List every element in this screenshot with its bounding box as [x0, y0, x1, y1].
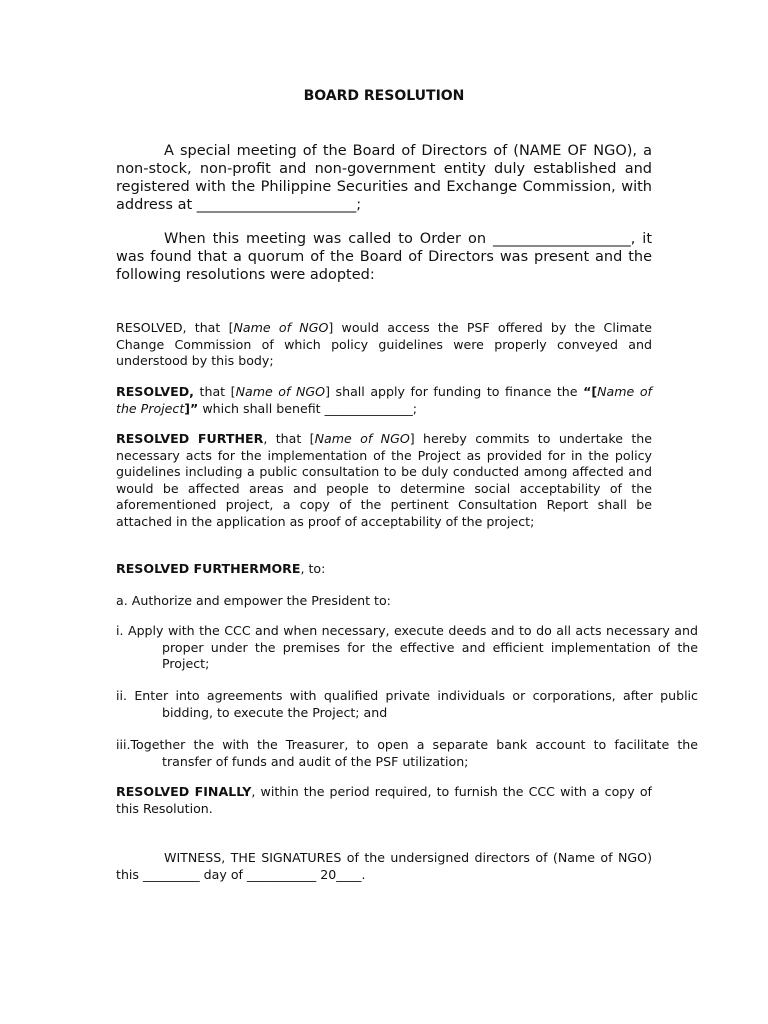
resolution-finally: RESOLVED FINALLY, within the period required, to furnish the CCC with a copy of this Resolution. [116, 784, 652, 816]
resolution-2: RESOLVED, that [Name of NGO] shall apply for funding to finance the “[Name of the Project]” which shall benefit ______________; [116, 384, 652, 416]
paragraph-meeting: A special meeting of the Board of Directors of (NAME OF NGO), a non-stock, non-profit and non-government entity duly established and registered with the Philippine Securities and Exchange Commission, with address at ______________________; [116, 143, 652, 213]
resolution-furthermore: RESOLVED FURTHERMORE, to: [116, 561, 326, 576]
resolution-1: RESOLVED, that [Name of NGO] would access the PSF offered by the Climate Change Commission of which policy guidelines were properly conveyed and understood by this body; [116, 320, 652, 369]
document-title: BOARD RESOLUTION [303, 88, 465, 104]
item-i: i. Apply with the CCC and when necessary, execute deeds and to do all acts necessary and proper under the premises for the effective and efficient implementation of the Project; [116, 623, 698, 672]
item-a: a. Authorize and empower the President to: [116, 593, 391, 608]
resolution-further: RESOLVED FURTHER, that [Name of NGO] hereby commits to undertake the necessary acts for the implementation of the Project as provided for in the policy guidelines including a public consultation to be duly conducted among affected and would be affected areas and people to determine social acceptability of the aforementioned project, a copy of the pertinent Consultation Report shall be attached in the application as proof of acceptability of the project; [116, 431, 652, 529]
paragraph-quorum: When this meeting was called to Order on ___________________, it was found that a quorum of the Board of Directors was present and the following resolutions were adopted: [116, 231, 652, 283]
item-ii: ii. Enter into agreements with qualified private individuals or corporations, after public bidding, to execute the Project; and [116, 688, 698, 720]
item-iii: iii.Together the with the Treasurer, to open a separate bank account to facilitate the transfer of funds and audit of the PSF utilization; [116, 737, 698, 769]
witness-paragraph: WITNESS, THE SIGNATURES of the undersigned directors of (Name of NGO) this _________ day of ___________ 20____. [116, 850, 652, 882]
